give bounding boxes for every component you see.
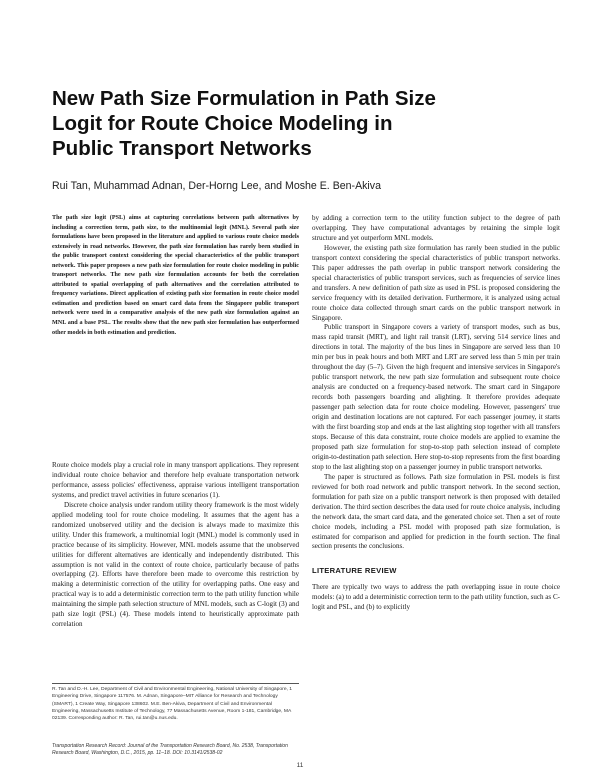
- journal-citation: [52, 743, 299, 758]
- abstract-block: [52, 214, 299, 338]
- abstract: The path size logit (PSL) aims at capturing correlations between path alternatives by including a correction term, path size, to the multinomial logit (MNL). Several path size formulations have been proposed in the literature and applied to various route choice models extensively in road networks. However, the path size formulation has rarely been studied in the public transport context considering the special characteristics of the public transport network. This paper proposes a new path size formulation for route choice modeling in public transport networks. The new path size formulation accounts for both the correlation attributed to spatial overlapping of path alternatives and the correlation attributed to frequency variations. Direct application of existing path size formation in route choice model estimation and prediction based on smart card data from the Singapore public transport network were used in a comparative analysis of the new path size formulation against an MNL and a base PSL. The results show that the new path size formulation has outperformed other models in both estimation and prediction.: [52, 215, 299, 336]
- right-column: [312, 214, 560, 613]
- intro-left-column: [52, 461, 299, 630]
- title-line: Public Transport Networks: [52, 137, 312, 160]
- body-paragraph: There are typically two ways to address the path overlapping issue in route choice models: (a) to add a deterministic correction term to the path utility function, such as C-logit and PSL, and (b) to explicitly: [312, 583, 560, 612]
- body-paragraph: Discrete choice analysis under random utility theory framework is the most widely applied modeling tool for route choice modeling. It assumes that the agent has a randomized unobserved utility and the decision is always made to maximize this utility. Under this framework, a multinomial logit (MNL) model is commonly used in practice because of its simplicity. However, MNL models assume that the unobserved utilities for different alternatives are identically and independently distributed. This assumption is not valid in the context of route choice, particularly because of paths overlapping (2). Efforts have therefore been made to overcome this restriction by making a deterministic correction of the utility for overlapping paths. One easy and practical way is to add a deterministic correction term to the path utility function while maintaining the simple path selection structure of MNL models, such as C-logit (3) and path size logit (PSL) (4). These models intend to heuristically approximate path correlation: [52, 500, 299, 629]
- journal-citation-text: Transportation Research Record: Journal of the Transportation Research Board, No. 2538, Transportation Research Board, Washington, D.C., 2015, pp. 11–18. DOI: 10.3141/2538-02: [52, 743, 288, 757]
- body-paragraph: The paper is structured as follows. Path size formulation in PSL models is first reviewed for both road network and public transport network. In the second section, formulation for path size on a public transport network is then proposed with detailed derivation. The third section describes the data used for route choice analysis, including the network data, the smart card data, and the generated choice set. Then a set of route choice models, including a PSL model with proposed path size formulation, is estimated for comparison and applied for prediction in the fourth section. The final section presents the conclusions.: [312, 472, 560, 551]
- body-paragraph: Public transport in Singapore covers a variety of transport modes, such as bus, mass rapid transit (MRT), and light rail transit (LRT), serving 514 service lines and directions in total. The majority of the bus lines in Singapore are served less than 10 min per bus in peak hours and both MRT and LRT are served less than 5 min per train throughout the day (5–7). Given the high frequent and intensive services in Singapore's public transport network, the new path size formulation and subsequent route choice analysis are conducted on a frequency-based network. The smart card in Singapore records both passengers boarding and alighting. It therefore provides adequate passenger path selection data for route choice modeling. However, passengers' true origin and destination locations are not captured. For each passenger journey, it starts with the first boarding stop and ends at the last alighting stop together with all transfers stops. Because of this data constraint, route choice models are applied to examine the proposed path size formulation for stop-to-stop path selection instead of complete origin-to-destination path selection. Here stop-to-stop represents from the first boarding stop to the last alighting stop on a passenger journey in public transport networks.: [312, 323, 560, 471]
- page-number: 11: [296, 762, 304, 769]
- footnote-divider: [52, 683, 299, 684]
- paper-title: [52, 86, 552, 161]
- author-list: Rui Tan, Muhammad Adnan, Der-Horng Lee, and Moshe E. Ben-Akiva: [52, 180, 381, 192]
- body-paragraph: However, the existing path size formulation has rarely been studied in the public transport context considering the special characteristics of public transport networks. This paper addresses the path overlap in public transport network considering the special characteristics of public transport services, such as frequencies of service lines and transfers. A new definition of path size as used in PSL is proposed considering the service frequency with its detailed derivation. Furthermore, it is analyzed using actual route choice data collected through smart cards on the public transport network in Singapore.: [312, 243, 560, 322]
- title-line: New Path Size Formulation in Path Size: [52, 87, 436, 110]
- body-paragraph: by adding a correction term to the utility function subject to the degree of path overlapping. They have computational advantages by retaining the simple logit structure and yet outperform MNL models.: [312, 214, 560, 242]
- title-line: Logit for Route Choice Modeling in: [52, 112, 393, 135]
- author-affiliations-footnote: R. Tan and D.-H. Lee, Department of Civil and Environmental Engineering, National University of Singapore, 1 Engineering Drive, Singapore 117576. M. Adnan, Singapore–MIT Alliance for Research and Technology (SMART), 1 Create Way, Singapore 138602. M.E. Ben-Akiva, Department of Civil and Environmental Engineering, Massachusetts Institute of Technology, 77 Massachusetts Avenue, Room 1-181, Cambridge, MA 02139. Corresponding author: R. Tan, rui.tan@u.nus.edu.: [52, 687, 293, 722]
- section-heading: LITERATURE REVIEW: [312, 566, 397, 576]
- body-paragraph: Route choice models play a crucial role in many transport applications. They represent individual route choice behavior and therefore help evaluate transportation network performance, assess policies' effectiveness, appraise various intelligent transportation systems, and predict travel activities in future scenarios (1).: [52, 461, 299, 499]
